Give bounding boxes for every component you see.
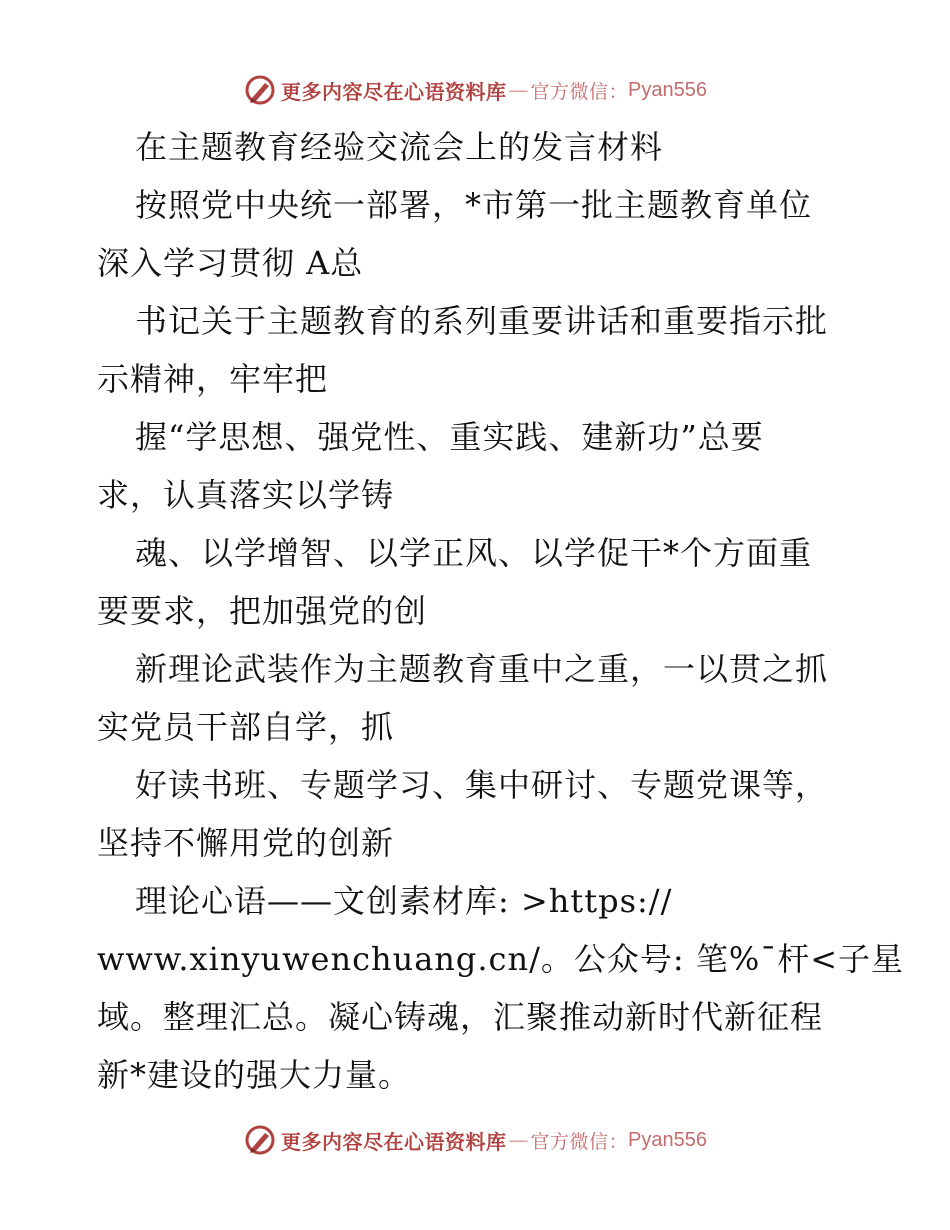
doc-line: 握“学思想、强党性、重实践、建新功”总要 bbox=[135, 418, 764, 456]
doc-line: 求，认真落实以学铸 bbox=[97, 476, 395, 514]
doc-line: 深入学习贯彻 A总 bbox=[97, 244, 364, 282]
document-body bbox=[97, 118, 905, 1104]
doc-line: 实党员干部自学，抓 bbox=[97, 708, 395, 746]
doc-line: 按照党中央统一部署，*市第一批主题教育单位 bbox=[135, 186, 813, 224]
banner-main-text: 更多内容尽在心语资料库 bbox=[281, 1129, 507, 1154]
banner-separator: — bbox=[508, 1128, 529, 1152]
banner-wechat-id: Pyan556 bbox=[628, 1128, 707, 1151]
doc-line: 新*建设的强大力量。 bbox=[97, 1056, 412, 1094]
banner-main-text: 更多内容尽在心语资料库 bbox=[281, 79, 507, 104]
pen-logo-icon bbox=[243, 73, 277, 107]
banner-wechat-label: 官方微信： bbox=[530, 1130, 629, 1153]
pen-logo-icon bbox=[243, 1123, 277, 1157]
banner-separator: — bbox=[508, 78, 529, 102]
doc-line: 书记关于主题教育的系列重要讲话和重要指示批 bbox=[135, 302, 829, 340]
doc-line: 理论心语——文创素材库: >https:// bbox=[135, 882, 673, 920]
banner-wechat-id: Pyan556 bbox=[628, 78, 707, 101]
doc-line: 域。整理汇总。凝心铸魂，汇聚推动新时代新征程 bbox=[97, 998, 824, 1036]
banner-wechat-label: 官方微信： bbox=[530, 80, 629, 103]
doc-line: 示精神，牢牢把 bbox=[97, 360, 329, 398]
header-watermark bbox=[0, 70, 950, 110]
footer-watermark bbox=[0, 1120, 950, 1160]
doc-line: 坚持不懈用党的创新 bbox=[97, 824, 395, 862]
doc-line: 魂、以学增智、以学正风、以学促干*个方面重 bbox=[135, 534, 813, 572]
doc-title: 在主题教育经验交流会上的发言材料 bbox=[135, 128, 664, 166]
doc-line: www.xinyuwenchuang.cn/。公众号: 笔%¯杆<子星 bbox=[97, 940, 905, 978]
doc-line: 新理论武装作为主题教育重中之重，一以贯之抓 bbox=[135, 650, 829, 688]
doc-line: 要要求，把加强党的创 bbox=[97, 592, 428, 630]
doc-line: 好读书班、专题学习、集中研讨、专题党课等， bbox=[135, 766, 829, 804]
